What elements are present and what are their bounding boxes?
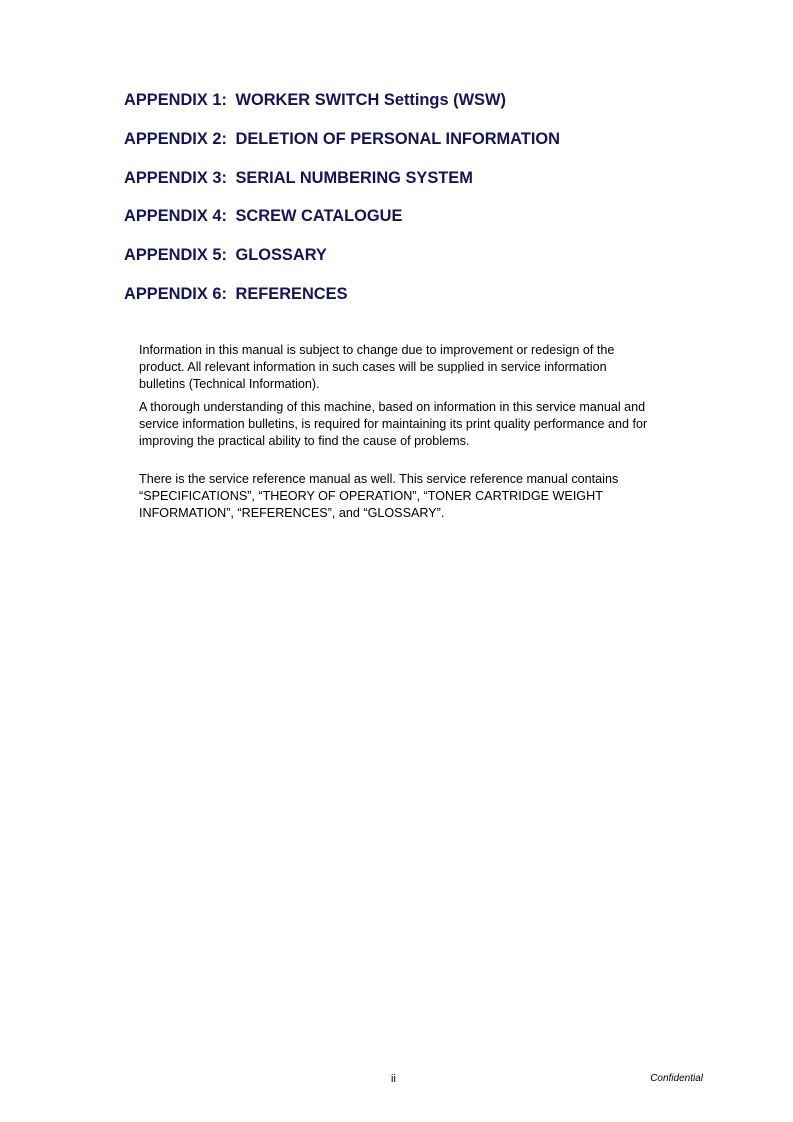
- appendix-number: APPENDIX 1:: [124, 91, 227, 109]
- appendix-3-heading: [124, 168, 724, 207]
- appendix-list: [124, 90, 724, 323]
- notice-paragraph-3: [139, 471, 699, 522]
- appendix-title: GLOSSARY: [235, 246, 327, 265]
- appendix-number: APPENDIX 5:: [124, 246, 227, 265]
- text-line: A thorough understanding of this machine, based on information in this service manual and: [139, 400, 646, 414]
- text-line: There is the service reference manual as well. This service reference manual contains: [139, 472, 619, 486]
- text-line: product. All relevant information in such cases will be supplied in service information: [139, 360, 607, 374]
- appendix-title: REFERENCES: [235, 284, 348, 303]
- notice-paragraph-2: [139, 399, 699, 450]
- appendix-6-heading: [124, 284, 724, 323]
- appendix-2-heading: [124, 129, 724, 168]
- notice-text: [139, 342, 699, 522]
- appendix-number: APPENDIX 3:: [124, 168, 227, 187]
- appendix-number: APPENDIX 6:: [124, 284, 227, 303]
- appendix-number: APPENDIX 2:: [124, 129, 227, 148]
- confidential-label: Confidential: [650, 1073, 703, 1084]
- appendix-title: SCREW CATALOGUE: [235, 207, 403, 226]
- text-line: improving the practical ability to find the cause of problems.: [139, 434, 470, 448]
- appendix-title: DELETION OF PERSONAL INFORMATION: [235, 129, 560, 148]
- text-line: Information in this manual is subject to change due to improvement or redesign of the: [139, 343, 615, 357]
- appendix-1-heading: [124, 90, 724, 129]
- appendix-number: APPENDIX 4:: [124, 207, 227, 226]
- appendix-4-heading: [124, 206, 724, 245]
- page-number: ii: [391, 1073, 396, 1085]
- notice-paragraph-1: [139, 342, 699, 393]
- text-line: bulletins (Technical Information).: [139, 377, 320, 391]
- appendix-title: SERIAL NUMBERING SYSTEM: [235, 168, 473, 187]
- appendix-title: WORKER SWITCH Settings (WSW): [235, 91, 506, 109]
- text-line: “SPECIFICATIONS”, “THEORY OF OPERATION”, “TONER CARTRIDGE WEIGHT: [139, 489, 603, 503]
- text-line: INFORMATION”, “REFERENCES”, and “GLOSSARY”.: [139, 506, 445, 520]
- text-line: service information bulletins, is required for maintaining its print quality performance and for: [139, 417, 648, 431]
- appendix-5-heading: [124, 245, 724, 284]
